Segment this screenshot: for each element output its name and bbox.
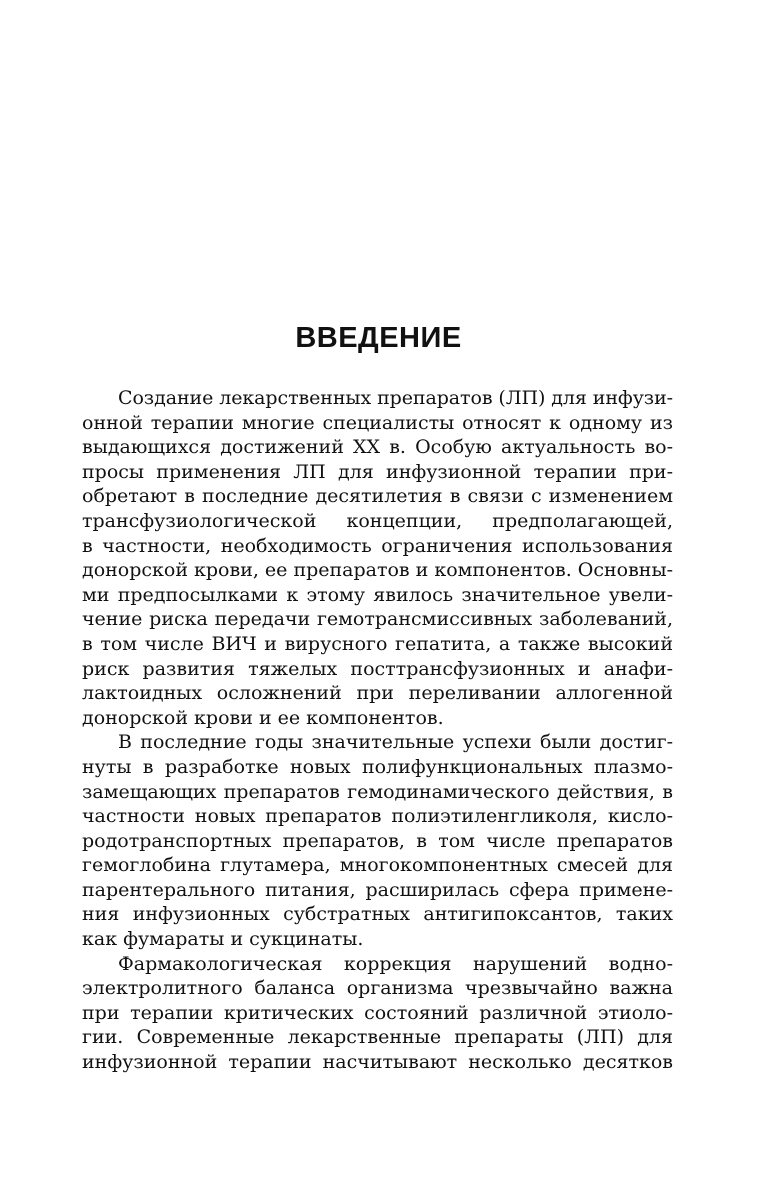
text-line: В последние годы значительные успехи были достиг- bbox=[118, 731, 673, 754]
text-line: как фумараты и сукцинаты. bbox=[82, 928, 364, 951]
text-line: выдающихся достижений XX в. Особую актуальность во- bbox=[82, 436, 673, 459]
text-line: онной терапии многие специалисты относят к одному из bbox=[82, 411, 673, 434]
text-line: электролитного баланса организма чрезвычайно важна bbox=[82, 977, 673, 1000]
body-text bbox=[82, 386, 673, 1075]
text-line: ния инфузионных субстратных антигипоксантов, таких bbox=[82, 903, 673, 926]
text-line: риск развития тяжелых посттрансфузионных и анафи- bbox=[82, 657, 673, 680]
text-line: парентерального питания, расширилась сфера примене- bbox=[82, 878, 673, 901]
text-line: гии. Современные лекарственные препараты (ЛП) для bbox=[82, 1026, 673, 1049]
text-line: обретают в последние десятилетия в связи с изменением bbox=[82, 485, 673, 508]
text-line: родотранспортных препаратов, в том числе препаратов bbox=[82, 829, 673, 852]
text-line: Создание лекарственных препаратов (ЛП) для инфузи- bbox=[118, 387, 673, 409]
text-line: в том числе ВИЧ и вирусного гепатита, а также высокий bbox=[82, 632, 673, 655]
text-line: донорской крови, ее препаратов и компонентов. Основны- bbox=[82, 559, 673, 582]
text-line: просы применения ЛП для инфузионной терапии при- bbox=[82, 460, 673, 483]
text-line: донорской крови и ее компонентов. bbox=[82, 706, 444, 729]
paragraph-3 bbox=[82, 952, 673, 1075]
paragraph-1 bbox=[82, 386, 673, 730]
text-line: частности новых препаратов полиэтиленгликоля, кисло- bbox=[82, 805, 673, 828]
text-line: Фармакологическая коррекция нарушений водно- bbox=[118, 952, 673, 975]
text-line: при терапии критических состояний различной этиоло- bbox=[82, 1001, 673, 1024]
chapter-heading: ВВЕДЕНИЕ bbox=[295, 322, 462, 354]
text-line: гемоглобина глутамера, многокомпонентных смесей для bbox=[82, 854, 673, 877]
text-line: ми предпосылками к этому явилось значительное увели- bbox=[82, 583, 673, 606]
text-line: инфузионной терапии насчитывают несколько десятков bbox=[82, 1051, 673, 1074]
text-line: нуты в разработке новых полифункциональных плазмо- bbox=[82, 755, 673, 778]
text-line: трансфузиологической концепции, предполагающей, bbox=[82, 509, 673, 532]
text-line: чение риска передачи гемотрансмиссивных заболеваний, bbox=[82, 608, 673, 631]
text-line: лактоидных осложнений при переливании аллогенной bbox=[82, 682, 673, 705]
text-line: в частности, необходимость ограничения использования bbox=[82, 534, 673, 557]
paragraph-2 bbox=[82, 730, 673, 951]
text-line: замещающих препаратов гемодинамического действия, в bbox=[82, 780, 673, 803]
